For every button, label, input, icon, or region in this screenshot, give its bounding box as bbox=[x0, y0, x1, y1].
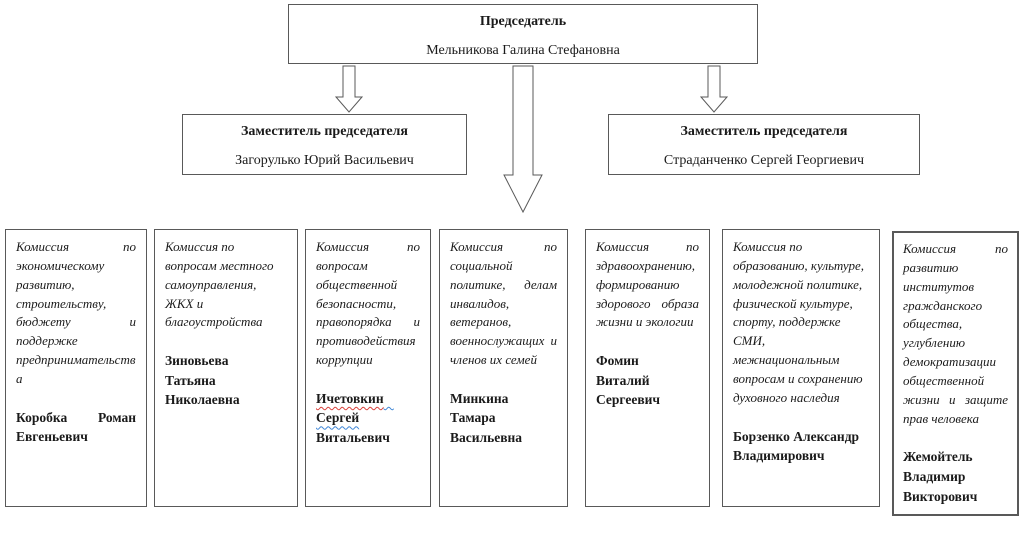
deputy-name: Страданченко Сергей Георгиевич bbox=[663, 153, 865, 168]
commission-description: Комиссия по образованию, культуре, молодежной политике, физической культуре, спорту, поддержке СМИ, межнациональным вопросам и сохранению духовного наследия bbox=[733, 239, 865, 405]
chair-name-line: Владимирович bbox=[733, 448, 825, 464]
commission-description: Комиссия по экономическому развитию, строительству, бюджету и поддержке предпринимательства bbox=[16, 239, 136, 386]
chair-name-line: Тамара bbox=[450, 410, 496, 426]
deputy-box-right bbox=[608, 114, 920, 175]
chair-name-line bbox=[316, 408, 420, 428]
commission-chair bbox=[316, 389, 420, 448]
spellcheck-word: Ичетовкин bbox=[316, 390, 384, 406]
chair-name-line: Фомин bbox=[596, 353, 639, 369]
commission-chair: Коробка Роман Евгеньевич bbox=[16, 409, 136, 445]
spellcheck-word: Сергей bbox=[316, 410, 360, 426]
commission-description: Комиссия по здравоохранению, формированию здорового образа жизни и экологии bbox=[596, 239, 699, 330]
deputy-name: Загорулько Юрий Васильевич bbox=[235, 153, 414, 168]
commission-box-local-government bbox=[154, 229, 298, 507]
commission-description: Комиссия по вопросам общественной безопасности, правопорядка и противодействия коррупции bbox=[316, 239, 420, 368]
commission-box-social-policy bbox=[439, 229, 568, 507]
chair-name-line bbox=[316, 389, 420, 409]
commission-box-civil-society bbox=[892, 231, 1019, 516]
chair-name-line: Виталий bbox=[596, 372, 650, 388]
commission-description: Комиссия по социальной политике, делам инвалидов, ветеранов, военнослужащих и членов их семей bbox=[450, 239, 557, 368]
chair-name-line: Владимир bbox=[903, 469, 966, 484]
chair-name-line: Сергеевич bbox=[596, 392, 661, 408]
commission-chair bbox=[903, 447, 1008, 506]
commission-description: Комиссия по вопросам местного самоуправления, ЖКХ и благоустройства bbox=[165, 239, 274, 330]
deputy-title: Заместитель председателя bbox=[241, 124, 408, 139]
spellcheck-trail bbox=[384, 391, 394, 406]
chair-name-line: Викторович bbox=[903, 488, 978, 504]
chair-name-line: Зиновьева bbox=[165, 353, 229, 369]
chairman-name: Мельникова Галина Стефановна bbox=[426, 43, 620, 58]
commission-description: Комиссия по развитию институтов гражданского общества, углублению демократизации общественной жизни и защите прав человека bbox=[903, 241, 1008, 426]
chair-name-line: Борзенко Александр bbox=[733, 428, 860, 444]
commission-chair bbox=[733, 427, 869, 466]
down-arrow-icon bbox=[336, 66, 362, 112]
commission-box-healthcare bbox=[585, 229, 710, 507]
chair-name-line: Николаевна bbox=[165, 392, 240, 408]
commission-chair bbox=[450, 389, 557, 448]
chairman-box bbox=[288, 4, 758, 64]
chair-name-line: Васильевна bbox=[450, 430, 523, 446]
deputy-title: Заместитель председателя bbox=[680, 124, 848, 139]
down-arrow-icon bbox=[701, 66, 727, 112]
chair-name-line: Витальевич bbox=[316, 430, 390, 446]
commission-chair bbox=[165, 351, 287, 410]
chair-name-line: Минкина bbox=[450, 390, 509, 406]
chair-name-line: Татьяна bbox=[165, 372, 216, 388]
big-down-arrow-icon bbox=[504, 66, 542, 212]
commission-box-education-culture bbox=[722, 229, 880, 507]
chair-name-line: Жемойтель bbox=[903, 449, 973, 465]
chairman-title: Председатель bbox=[479, 14, 567, 29]
commission-box-public-safety bbox=[305, 229, 431, 507]
deputy-box-left bbox=[182, 114, 467, 175]
commission-box-economy bbox=[5, 229, 147, 507]
commission-chair bbox=[596, 351, 699, 410]
